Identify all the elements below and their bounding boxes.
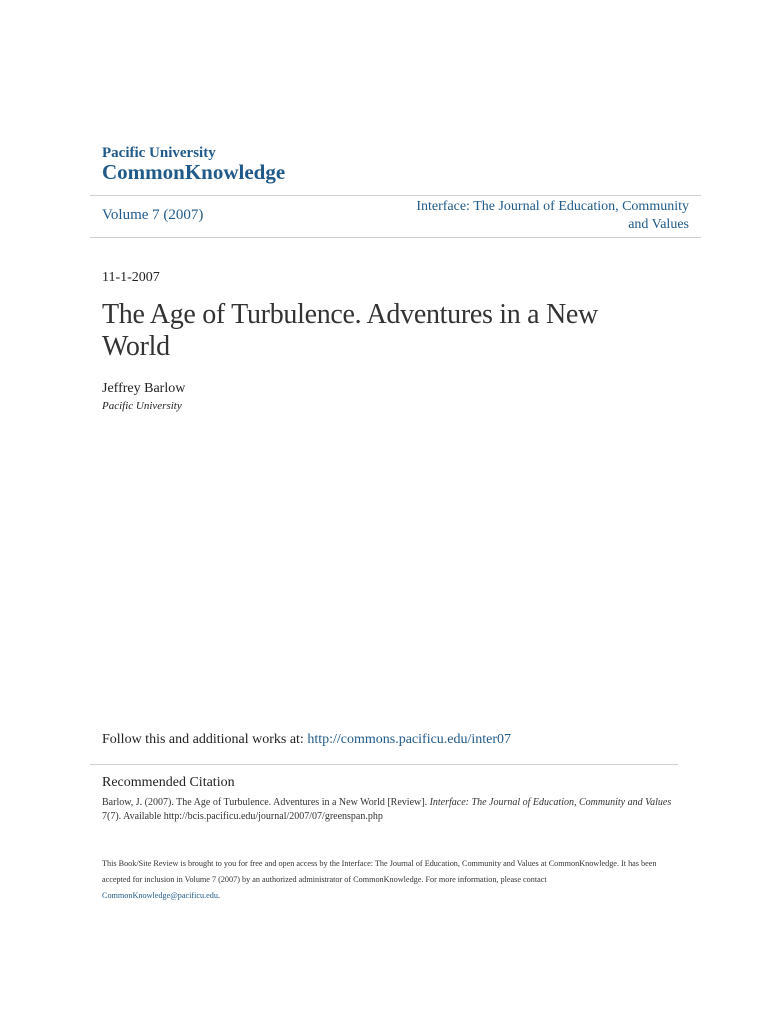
author-name: Jeffrey Barlow	[102, 381, 186, 396]
top-divider	[90, 195, 701, 196]
follow-url-link[interactable]: http://commons.pacificu.edu/inter07	[307, 732, 512, 747]
notice-text: This Book/Site Review is brought to you for free and open access by the Interface: The Journal of Education, Community and Values at CommonKnowledge. It has been accepted for inclusion in Volume 7 (2007) by an authorized administrator of CommonKnowledge. For more information, please contact	[102, 859, 657, 884]
repository-name[interactable]: CommonKnowledge	[102, 160, 286, 184]
citation-text-end: 7(7). Available http://bcis.pacificu.edu/journal/2007/07/greenspan.php	[102, 811, 383, 822]
publication-date: 11-1-2007	[102, 270, 160, 285]
bar-divider	[90, 237, 701, 238]
article-title: The Age of Turbulence. Adventures in a New World	[102, 299, 598, 362]
citation-text-start: Barlow, J. (2007). The Age of Turbulence. Adventures in a New World [Review].	[102, 797, 430, 808]
journal-line-2: and Values	[628, 217, 689, 232]
citation-divider	[90, 764, 678, 765]
author-affiliation: Pacific University	[102, 400, 182, 412]
notice-end: .	[218, 891, 221, 900]
follow-prefix: Follow this and additional works at:	[102, 732, 308, 747]
access-notice	[102, 856, 662, 904]
citation-journal: Interface: The Journal of Education, Community and Values	[429, 797, 672, 808]
journal-line-1: Interface: The Journal of Education, Community	[416, 199, 689, 214]
citation-heading: Recommended Citation	[102, 775, 235, 790]
journal-link[interactable]	[389, 198, 689, 234]
contact-email-link[interactable]: CommonKnowledge@pacificu.edu	[102, 891, 218, 900]
institution-name[interactable]: Pacific University	[102, 145, 216, 161]
follow-line	[102, 732, 511, 748]
citation-text	[102, 796, 672, 824]
volume-link[interactable]: Volume 7 (2007)	[102, 207, 204, 223]
